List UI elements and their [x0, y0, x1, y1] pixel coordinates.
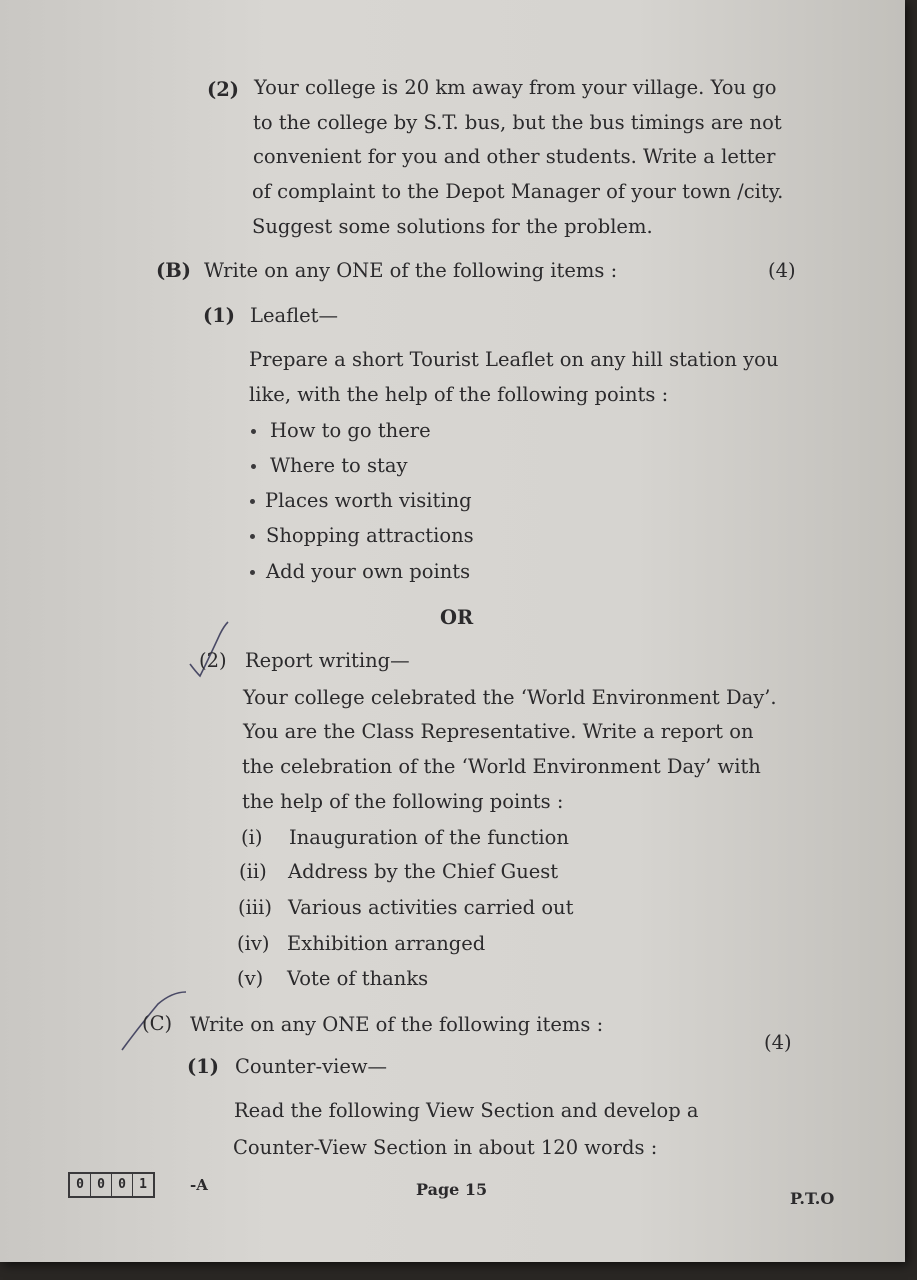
q2-line-3: convenient for you and other students. Write a letter: [253, 145, 776, 168]
b2-line-2: You are the Class Representative. Write a report on: [243, 720, 754, 743]
b1-line-1: Prepare a short Tourist Leaflet on any hill station you: [249, 348, 779, 371]
b2-number: (2): [199, 649, 227, 672]
c1-line-2: Counter-View Section in about 120 words :: [233, 1136, 658, 1159]
section-b-label: (B): [156, 259, 191, 282]
b2-point-3: Various activities carried out: [288, 896, 574, 919]
section-c-instruction: Write on any ONE of the following items :: [190, 1013, 604, 1036]
b1-bullet-2: Where to stay: [270, 454, 408, 477]
b1-bullet-4: Shopping attractions: [266, 524, 474, 547]
bullet-icon: [251, 429, 256, 434]
bullet-icon: [251, 464, 256, 469]
bullet-icon: [250, 570, 255, 575]
b2-point-4: Exhibition arranged: [287, 932, 486, 955]
c1-title: Counter-view—: [235, 1055, 388, 1078]
c1-number: (1): [187, 1055, 220, 1078]
b1-line-2: like, with the help of the following points :: [249, 383, 669, 406]
c1-line-1: Read the following View Section and develop a: [234, 1099, 699, 1122]
b2-point-num-5: (v): [237, 967, 264, 990]
b1-bullet-1: How to go there: [270, 419, 431, 442]
code-digit: 0: [70, 1174, 91, 1196]
code-digit: 1: [139, 1177, 147, 1192]
bullet-icon: [250, 499, 255, 504]
b2-line-4: the help of the following points :: [242, 790, 564, 813]
or-separator: OR: [440, 606, 474, 629]
b1-bullet-5: Add your own points: [266, 560, 471, 583]
section-b-instruction: Write on any ONE of the following items :: [204, 259, 618, 282]
code-digit: 0: [91, 1174, 112, 1196]
section-b-marks: (4): [768, 259, 796, 282]
b2-title: Report writing—: [245, 649, 410, 672]
b2-line-3: the celebration of the ‘World Environment Day’ with: [242, 755, 761, 778]
b2-point-num-4: (iv): [237, 932, 270, 955]
q2-number: (2): [207, 78, 240, 101]
q2-line-4: of complaint to the Depot Manager of your town /city.: [252, 180, 784, 203]
b2-point-num-1: (i): [241, 826, 263, 849]
q2-line-1: Your college is 20 km away from your village. You go: [254, 76, 777, 99]
b1-bullet-3: Places worth visiting: [265, 489, 472, 512]
q2-line-2: to the college by S.T. bus, but the bus timings are not: [253, 111, 782, 134]
section-c-marks: (4): [764, 1031, 792, 1054]
q2-line-5: Suggest some solutions for the problem.: [252, 215, 653, 238]
b2-point-1: Inauguration of the function: [289, 826, 569, 849]
b2-point-num-3: (iii): [238, 896, 272, 919]
b1-number: (1): [203, 304, 236, 327]
b2-point-2: Address by the Chief Guest: [288, 860, 559, 883]
b1-title: Leaflet—: [250, 304, 338, 327]
paper-code-box: [68, 1172, 155, 1198]
code-digit: 0: [112, 1174, 133, 1196]
pto-label: P.T.O: [790, 1189, 835, 1208]
page-number: Page 15: [416, 1180, 488, 1199]
paper-code-suffix: -A: [190, 1176, 208, 1194]
b2-point-5: Vote of thanks: [287, 967, 429, 990]
section-c-label: (C): [142, 1012, 173, 1035]
b2-line-1: Your college celebrated the ‘World Environment Day’.: [243, 686, 777, 709]
b2-point-num-2: (ii): [239, 860, 267, 883]
bullet-icon: [250, 534, 255, 539]
